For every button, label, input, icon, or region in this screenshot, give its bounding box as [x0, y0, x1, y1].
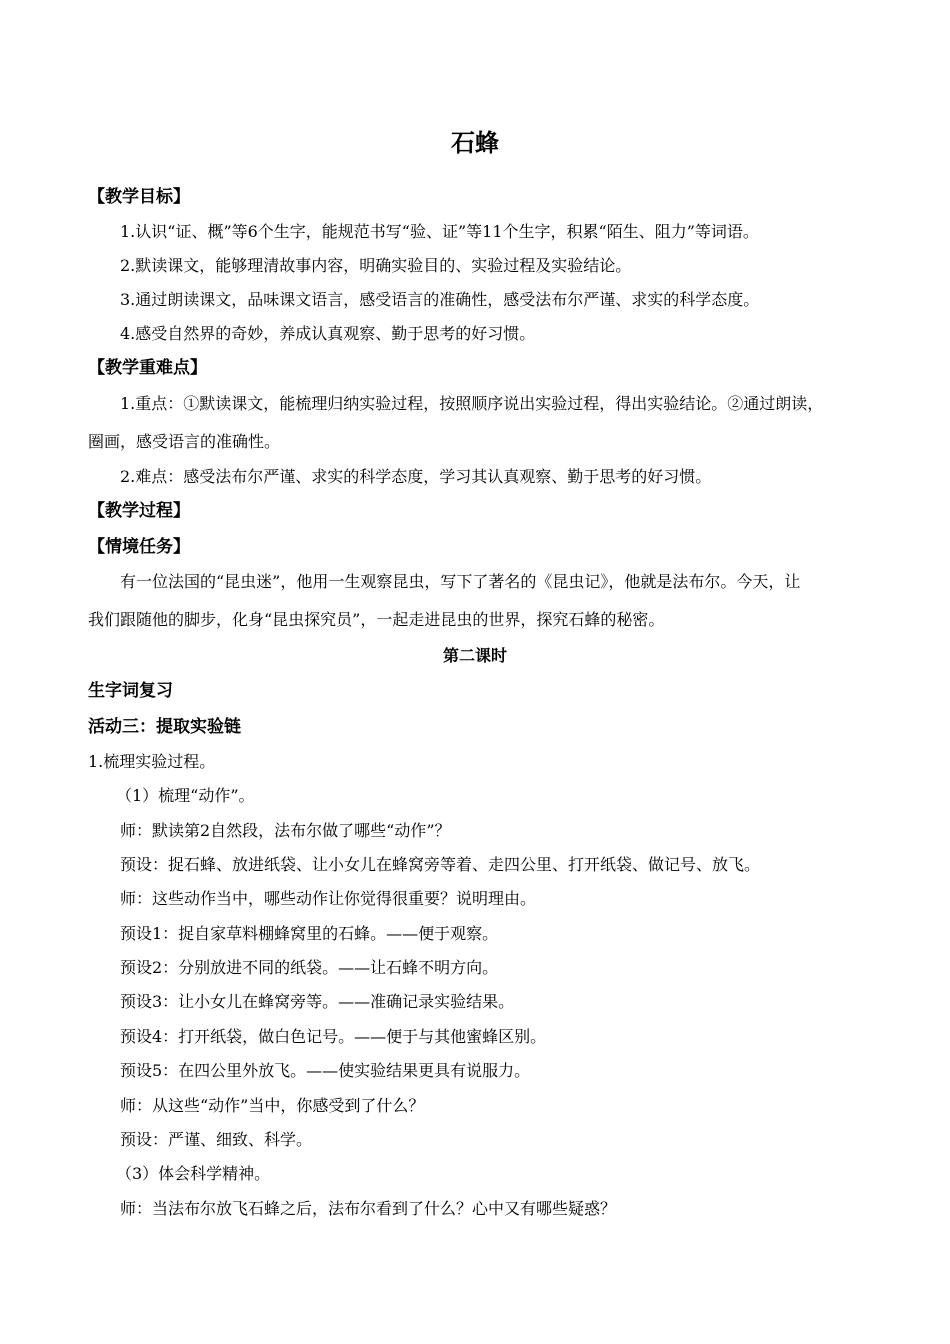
activity3-heading: 活动三：提取实验链	[88, 717, 241, 737]
activity3-line: 预设：严谨、细致、科学。	[120, 1130, 313, 1149]
goal-item-3: 3.通过朗读课文，品味课文语言，感受语言的准确性，感受法布尔严谨、求实的科学态度。	[120, 290, 760, 309]
activity3-line: 师：从这些“动作”当中，你感受到了什么？	[120, 1096, 425, 1115]
key-point-2: 2.难点：感受法布尔严谨、求实的科学态度，学习其认真观察、勤于思考的好习惯。	[120, 467, 712, 486]
activity3-line: 师：这些动作当中，哪些动作让你觉得很重要？说明理由。	[120, 889, 537, 908]
scenario-line-1: 有一位法国的“昆虫迷”，他用一生观察昆虫，写下了著名的《昆虫记》，他就是法布尔。今天，让	[120, 572, 801, 591]
activity3-line: 预设2：分别放进不同的纸袋。——让石蜂不明方向。	[120, 958, 499, 977]
scenario-line-2: 我们跟随他的脚步，化身“昆虫探究员”，一起走进昆虫的世界，探究石蜂的秘密。	[88, 610, 665, 629]
activity3-line: 预设1：捉自家草料棚蜂窝里的石蜂。——便于观察。	[120, 924, 499, 943]
activity3-line: （1）梳理“动作”。	[116, 786, 255, 805]
activity3-line: 预设4：打开纸袋，做白色记号。——便于与其他蜜蜂区别。	[120, 1027, 547, 1046]
activity3-line: 预设：捉石蜂、放进纸袋、让小女儿在蜂窝旁等着、走四公里、打开纸袋、做记号、放飞。	[120, 855, 761, 874]
goal-item-4: 4.感受自然界的奇妙，养成认真观察、勤于思考的好习惯。	[120, 324, 536, 343]
scenario-heading: 【情境任务】	[88, 537, 190, 557]
activity3-line: 1.梳理实验过程。	[88, 752, 216, 771]
lesson-heading: 第二课时	[442, 646, 507, 665]
key-point-1-line-2: 圈画，感受语言的准确性。	[88, 432, 281, 451]
process-heading: 【教学过程】	[88, 501, 190, 521]
key-points-heading: 【教学重难点】	[88, 358, 207, 378]
activity3-line: 师：当法布尔放飞石蜂之后，法布尔看到了什么？心中又有哪些疑惑？	[120, 1199, 617, 1218]
activity3-line: （3）体会科学精神。	[116, 1164, 271, 1183]
goals-heading: 【教学目标】	[88, 187, 190, 207]
activity3-line: 师：默读第2自然段，法布尔做了哪些“动作”？	[120, 821, 451, 840]
activity3-line: 预设5：在四公里外放飞。——使实验结果更具有说服力。	[120, 1061, 531, 1080]
goal-item-2: 2.默读课文，能够理清故事内容，明确实验目的、实验过程及实验结论。	[120, 256, 632, 275]
page-title: 石蜂	[451, 129, 499, 157]
key-point-1-line-1: 1.重点：①默读课文，能梳理归纳实验过程，按照顺序说出实验过程，得出实验结论。②通过朗读，	[120, 394, 824, 413]
goal-item-1: 1.认识“证、概”等6个生字，能规范书写“验、证”等11个生字，积累“陌生、阻力”等词语。	[120, 222, 759, 241]
review-heading: 生字词复习	[88, 681, 173, 701]
activity3-line: 预设3：让小女儿在蜂窝旁等。——准确记录实验结果。	[120, 992, 515, 1011]
